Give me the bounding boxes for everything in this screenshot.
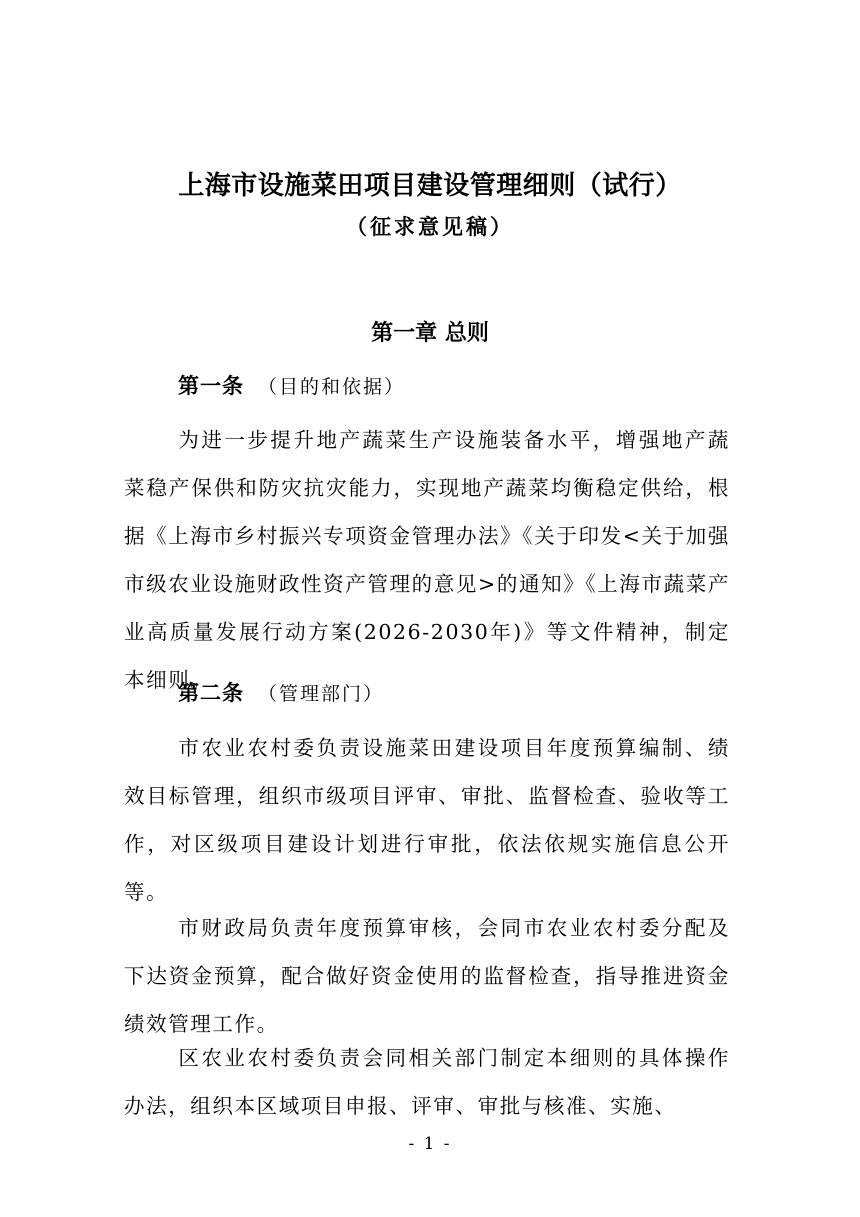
document-title: 上海市设施菜田项目建设管理细则（试行） [178,171,682,201]
article-1-topic: （目的和依据） [258,376,406,398]
article-2-paragraph-3: 区农业农村委负责会同相关部门制定本细则的具体操作办法，组织本区域项目申报、评审、审批与核准、实施、 [124,1046,730,1118]
chapter-title: 第一章 总则 [371,321,489,346]
article-2-heading [178,678,384,709]
article-2-paragraph-1: 市农业农村委负责设施菜田建设项目年度预算编制、绩效目标管理，组织市级项目评审、审批、监督检查、验收等工作，对区级项目建设计划进行审批，依法依规实施信息公开等。 [124,736,730,904]
page-number: - 1 - [408,1134,452,1154]
article-2-topic: （管理部门） [258,683,385,705]
article-1-paragraph-1: 为进一步提升地产蔬菜生产设施装备水平，增强地产蔬菜稳产保供和防灾抗灾能力，实现地产蔬菜均衡稳定供给，根据《上海市乡村振兴专项资金管理办法》《关于印发<关于加强市级农业设施财政性资产管理的意见>的通知》《上海市蔬菜产业高质量发展行动方案(2026-2030年)》等文件精神，制定本细则。 [124,428,730,692]
article-2-paragraph-2: 市财政局负责年度预算审核，会同市农业农村委分配及下达资金预算，配合做好资金使用的监督检查，指导推进资金绩效管理工作。 [124,916,730,1036]
document-subtitle: （征求意见稿） [346,214,514,239]
article-1-number: 第一条 [178,374,244,398]
article-2-number: 第二条 [178,681,244,705]
article-1-heading [178,371,405,402]
